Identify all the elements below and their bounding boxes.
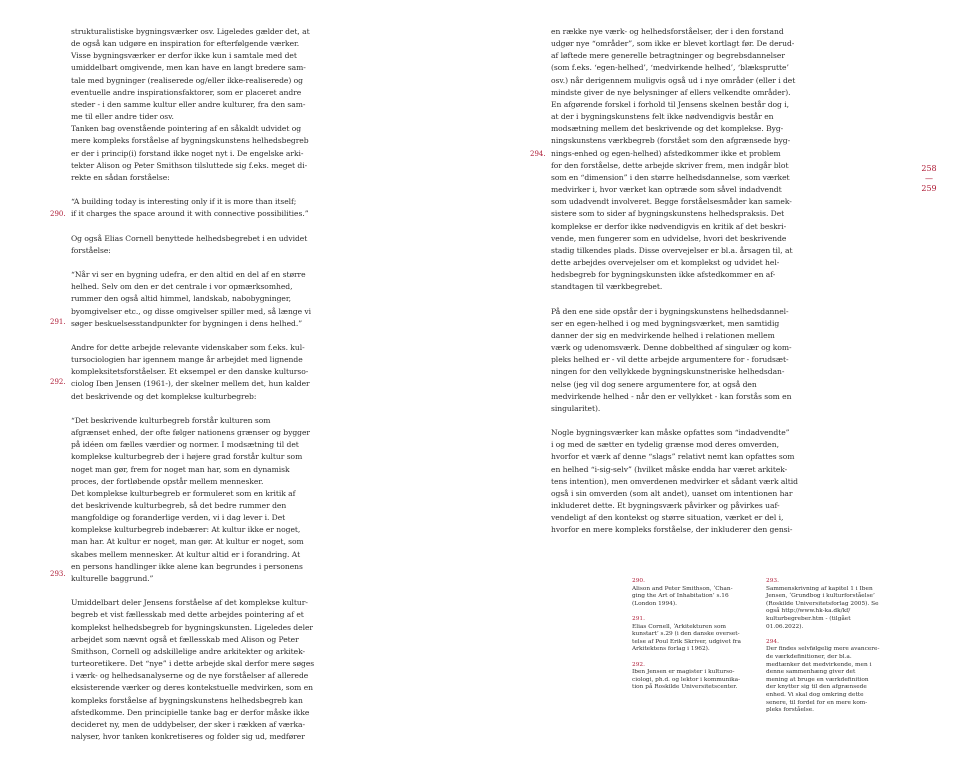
page-number-separator: — [925, 174, 933, 183]
footnote-line: Sammenskrivning af kapitel 1 i Iben [766, 585, 873, 592]
text-line: “Det beskrivende kulturbegreb forstår kulturen som [71, 415, 271, 425]
footnote-line: (Roskilde Universitetsforlag 2005). Se [766, 600, 879, 607]
text-line: “Når vi ser en bygning udefra, er den altid en del af en større [71, 270, 306, 280]
text-line: ningen for den vellykkede bygningskunstneriske helhedsdan- [551, 367, 785, 377]
text-line: tale med bygninger (realiserede og/eller ikke-realiserede) og [71, 75, 303, 85]
text-line: if it charges the space around it with connective possibilities.” [71, 209, 309, 219]
margin-number-292: 292. [50, 378, 66, 386]
text-line: Umiddelbart deler Jensens forståelse af det komplekse kultur- [71, 598, 308, 608]
text-line: Og også Elias Cornell benyttede helhedsbegrebet i en udvidet [71, 233, 308, 243]
text-line: mangfoldige og foranderlige verden, vi i dag lever i. Det [71, 513, 286, 523]
text-line: skabes mellem mennesker. At kultur altid er i forandring. At [71, 549, 301, 559]
footnote-line: ging the Art of Inhabitation’ s.16 [632, 593, 729, 600]
footnote-line: der knytter sig til den afgrænsede [766, 684, 867, 691]
text-line: i værk- og helhedsanalyserne og de nye forståelser af allerede [71, 671, 309, 681]
text-line: eventuelle andre inspirationsfaktorer, som er placeret andre [71, 87, 302, 97]
text-line: Smithson, Cornell og adskillelige andre arkitekter og arkitek- [71, 646, 306, 656]
text-line: Tanken bag ovenstående pointering af en såkaldt udvidet og [71, 124, 302, 134]
text-line: afgrænset enhed, der ofte følger nationens grænser og bygger [71, 428, 310, 438]
page-number-right: 259 [921, 184, 937, 193]
footnote-line: kulturbegreber.htm - (tilgået [766, 615, 851, 622]
text-line: ningskunstens værkbegreb (forstået som den afgrænsede byg- [551, 136, 791, 146]
text-line: rummer den også altid himmel, landskab, nabobygninger, [71, 294, 291, 304]
footnote-line: enhed. Vi skal dog omkring dette [766, 691, 864, 698]
footnote-gap [632, 654, 754, 662]
text-line: Det komplekse kulturbegreb er formuleret som en kritik af [71, 488, 296, 498]
text-line: turteoretikere. Det “nye” i dette arbejde skal derfor mere søges [71, 659, 315, 669]
footnote-290 [632, 578, 754, 608]
text-line: Visse bygningsværker er derfor ikke kun i samtale med det [71, 51, 297, 61]
text-line: tursociologien har igennem mange år arbejdet med lignende [71, 355, 303, 365]
text-line: søger beskuelsesstandpunkter for bygningen i dens helhed.” [71, 318, 303, 328]
text-line: modsætning mellem det beskrivende og det komplekse. Byg- [551, 124, 784, 134]
page-number-left: 258 [921, 164, 937, 173]
page-numbers [914, 164, 944, 194]
text-line: komplekst helhedsbegreb for bygningskunsten. Ligeledes deler [71, 622, 313, 632]
text-line: stadig tilkendes plads. Disse overvejelser er bl.a. årsagen til, at [551, 245, 793, 255]
footnote-line: Alison and Peter Smithson, ‘Chan- [632, 585, 733, 592]
text-line: ser en egen-helhed i og med bygningsværket, men samtidig [551, 318, 780, 328]
text-line: komplekse kulturbegreb indebærer: At kultur ikke er noget, [71, 525, 301, 535]
text-line: hedsbegreb for bygningskunsten ikke afstedkommer en af- [551, 270, 776, 280]
text-line: (som f.eks. ‘egen-helhed’, ‘medvirkende helhed’, ‘blæksprutte’ [551, 63, 789, 73]
text-line: de også kan udgøre en inspiration for efterfølgende værker. [71, 39, 300, 49]
text-line: som udadvendt involveret. Begge forståelsesmåder kan samek- [551, 197, 792, 207]
right-text-column [551, 26, 811, 537]
text-line: arbejdet som nævnt også et fællesskab med Alison og Peter [71, 634, 299, 644]
text-line: i og med de sætter en tydelig grænse mod deres omverden, [551, 440, 779, 450]
text-line: hvorfor en mere kompleks forståelse, der inkluderer den gensi- [551, 525, 793, 535]
text-line [71, 257, 331, 269]
text-line: tekter Alison og Peter Smithson tilsluttede sig f.eks. meget di- [71, 160, 308, 170]
footnote-number: 291. [632, 615, 645, 622]
text-line: decideret ny, men de uddybelser, der sker i rækken af værka- [71, 719, 305, 729]
text-line [71, 585, 331, 597]
text-line: nelse (jeg vil dog senere argumentere for, at også den [551, 379, 757, 389]
text-line: afstedkomme. Den principielle tanke bag er derfor måske ikke [71, 707, 310, 717]
text-line: som en “dimension” i den større helhedsdannelse, som værket [551, 172, 790, 182]
text-line: nalyser, hvor tanken konkretiseres og folder sig ud, medfører [71, 731, 305, 741]
text-line: danner der sig en medvirkende helhed i relationen mellem [551, 330, 775, 340]
footnote-line: mening at bruge en værkdefinition [766, 676, 869, 683]
text-line: eksisterende værker og deres kontekstuelle medvirken, som en [71, 683, 313, 693]
footnote-line: Der findes selvfølgelig mere avancere- [766, 646, 880, 653]
footnote-line: også http://www.hk-ka.dk/kf/ [766, 608, 851, 615]
text-line: mere kompleks forståelse af bygningskunstens helhedsbegreb [71, 136, 309, 146]
text-line: hvorfor et værk af denne “slags” relativt nemt kan opfattes som [551, 452, 795, 462]
text-line: tens intention), men omverdenen medvirker et sådant værk altid [551, 476, 798, 486]
text-line: inkluderet dette. Et bygningsværk påvirker og påvirkes uaf- [551, 501, 780, 511]
text-line: kompleksitetsforståelser. Et eksempel er den danske kulturso- [71, 367, 309, 377]
footnote-line: denne sammenhæng giver det [766, 669, 856, 676]
text-line: vende, men fungerer som en udvidelse, hvori det beskrivende [551, 233, 787, 243]
text-line: singularitet). [551, 403, 601, 413]
text-line: steder - i den samme kultur eller andre kulturer, fra den sam- [71, 99, 306, 109]
footnote-line: ciologi, ph.d. og lektor i kommunika- [632, 676, 741, 683]
text-line: “A building today is interesting only if it is more than itself; [71, 197, 297, 207]
text-line: man har. At kultur er noget, man gør. At kultur er noget, som [71, 537, 304, 547]
text-line: en række nye værk- og helhedsforståelser, der i den forstand [551, 27, 784, 36]
text-line: på idéen om fælles værdier og normer. I modsætning til det [71, 440, 299, 450]
text-line: værk og udenomsværk. Denne dobbelthed af singulær og kom- [551, 343, 792, 353]
text-line: det beskrivende kulturbegreb, så det bedre rummer den [71, 501, 287, 511]
text-line: også i sin omverden (som alt andet), uanset om intentionen har [551, 488, 793, 498]
left-text-column [71, 26, 331, 743]
footnote-line: (London 1994). [632, 600, 677, 607]
footnotes-right-column [766, 578, 888, 715]
text-line: forståelse: [71, 245, 111, 255]
footnotes-left-column [632, 578, 754, 692]
footnote-line: 01.06.2022). [766, 623, 804, 630]
footnote-line: Arkitektens forlag i 1962). [632, 646, 710, 653]
text-line [71, 184, 331, 196]
text-line: en helhed “i-sig-selv” (hvilket måske endda har været arkitek- [551, 464, 788, 474]
footnote-number: 293. [766, 578, 779, 584]
text-line: En afgørende forskel i forhold til Jensens skelnen består dog i, [551, 99, 789, 109]
text-line: standtagen til værkbegrebet. [551, 282, 663, 292]
footnote-291 [632, 616, 754, 654]
text-line: Andre for dette arbejde relevante videnskaber som f.eks. kul- [71, 343, 305, 352]
text-line: er der i princip(i) forstand ikke noget nyt i. De engelske arki- [71, 148, 304, 158]
text-line: noget man gør, frem for noget man har, som en dynamisk [71, 464, 290, 474]
footnote-line: Iben Jensen er magister i kulturso- [632, 669, 735, 676]
text-line: ciolog Iben Jensen (1961-), der skelner mellem det, hun kalder [71, 379, 310, 389]
text-line: begreb et vist fællesskab med dette arbejdes pointering af et [71, 610, 304, 620]
text-line: Nogle bygningsværker kan måske opfattes som “indadvendte” [551, 428, 790, 438]
text-line: af løftede mere generelle betragtninger og begrebsdannelser [551, 51, 785, 61]
footnote-294 [766, 639, 888, 715]
margin-number-290: 290. [50, 210, 66, 218]
footnote-293 [766, 578, 888, 631]
margin-number-294: 294. [530, 150, 546, 158]
text-line: en persons handlinger ikke alene kan begrundes i personens [71, 561, 303, 571]
footnote-number: 290. [632, 578, 645, 584]
footnote-number: 292. [632, 661, 645, 668]
text-line: medvirker i, hvor værket kan optræde som såvel indadvendt [551, 185, 782, 195]
text-line: På den ene side opstår der i bygningskunstens helhedsdannel- [551, 306, 789, 316]
text-line: proces, der fortløbende opstår mellem mennesker. [71, 476, 264, 486]
footnote-line: kunstart’ s.29 (i den danske overset- [632, 631, 740, 638]
text-line: medvirkende helhed - når den er vellykket - kan forstås som en [551, 391, 792, 401]
text-line: udgør nye “områder”, som ikke er blevet kortlagt før. De derud- [551, 39, 795, 49]
footnote-line: tion på Roskilde Universitetscenter. [632, 684, 738, 691]
text-line [71, 220, 331, 232]
text-line: mindste giver de nye belysninger af ellers velkendte områder). [551, 87, 791, 97]
text-line [71, 403, 331, 415]
text-line: nings-enhed og egen-helhed) afstedkommer ikke et problem [551, 148, 781, 158]
text-line: rekte en sådan forståelse: [71, 172, 170, 182]
text-line: for den forståelse, dette arbejde skriver frem, men indgår blot [551, 160, 789, 170]
text-line: helhed. Selv om den er det centrale i vor opmærksomhed, [71, 282, 293, 292]
margin-number-293: 293. [50, 570, 66, 578]
text-line: strukturalistiske bygningsværker osv. Ligeledes gælder det, at [71, 27, 310, 36]
text-line: pleks helhed er - vil dette arbejde argumentere for - forudsæt- [551, 355, 789, 365]
footnote-line: senere, til fordel for en mere kom- [766, 699, 868, 706]
text-line: vendeligt af den kontekst og større situation, værket er del i, [551, 513, 784, 523]
text-line: osv.) når derigennem muligvis også ud i nye områder (eller i det [551, 75, 796, 85]
footnote-line: Elias Cornell, ‘Arkitekturen som [632, 623, 726, 630]
text-line: sistere som to sider af bygningskunstens helhedspraksis. Det [551, 209, 785, 219]
footnote-line: medtænker det medvirkende, men i [766, 661, 872, 668]
text-line: umiddelbart omgivende, men kan have en langt bredere sam- [71, 63, 306, 73]
text-line: det beskrivende og det komplekse kulturbegreb: [71, 391, 257, 401]
text-line: komplekse er derfor ikke nødvendigvis en kritik af det beskri- [551, 221, 787, 231]
text-line: at der i bygningskunstens felt ikke nødvendigvis består en [551, 112, 774, 122]
text-line: dette arbejdes overvejelser om et komplekst og udvidet hel- [551, 257, 780, 267]
text-line [551, 293, 811, 305]
footnote-gap [632, 608, 754, 616]
text-line [71, 330, 331, 342]
text-line: komplekse kulturbegreb der i højere grad forstår kultur som [71, 452, 303, 462]
text-line: kulturelle baggrund.” [71, 573, 154, 583]
text-line: byomgivelser etc., og disse omgivelser spiller med, så længe vi [71, 306, 312, 316]
footnote-line: de værkdefinitioner, der bl.a. [766, 653, 852, 660]
footnote-292 [632, 662, 754, 692]
text-line: me til eller andre tider osv. [71, 112, 174, 122]
text-line [551, 415, 811, 427]
footnote-gap [766, 631, 888, 639]
text-line: kompleks forståelse af bygningskunstens helhedsbegreb kan [71, 695, 303, 705]
footnote-line: pleks forståelse. [766, 707, 815, 714]
footnote-line: Jensen, ‘Grundbog i kulturforståelse’ [766, 593, 875, 600]
footnote-line: telse af Poul Erik Skriver, udgivet fra [632, 638, 741, 645]
footnote-number: 294. [766, 638, 779, 645]
margin-number-291: 291. [50, 318, 66, 326]
